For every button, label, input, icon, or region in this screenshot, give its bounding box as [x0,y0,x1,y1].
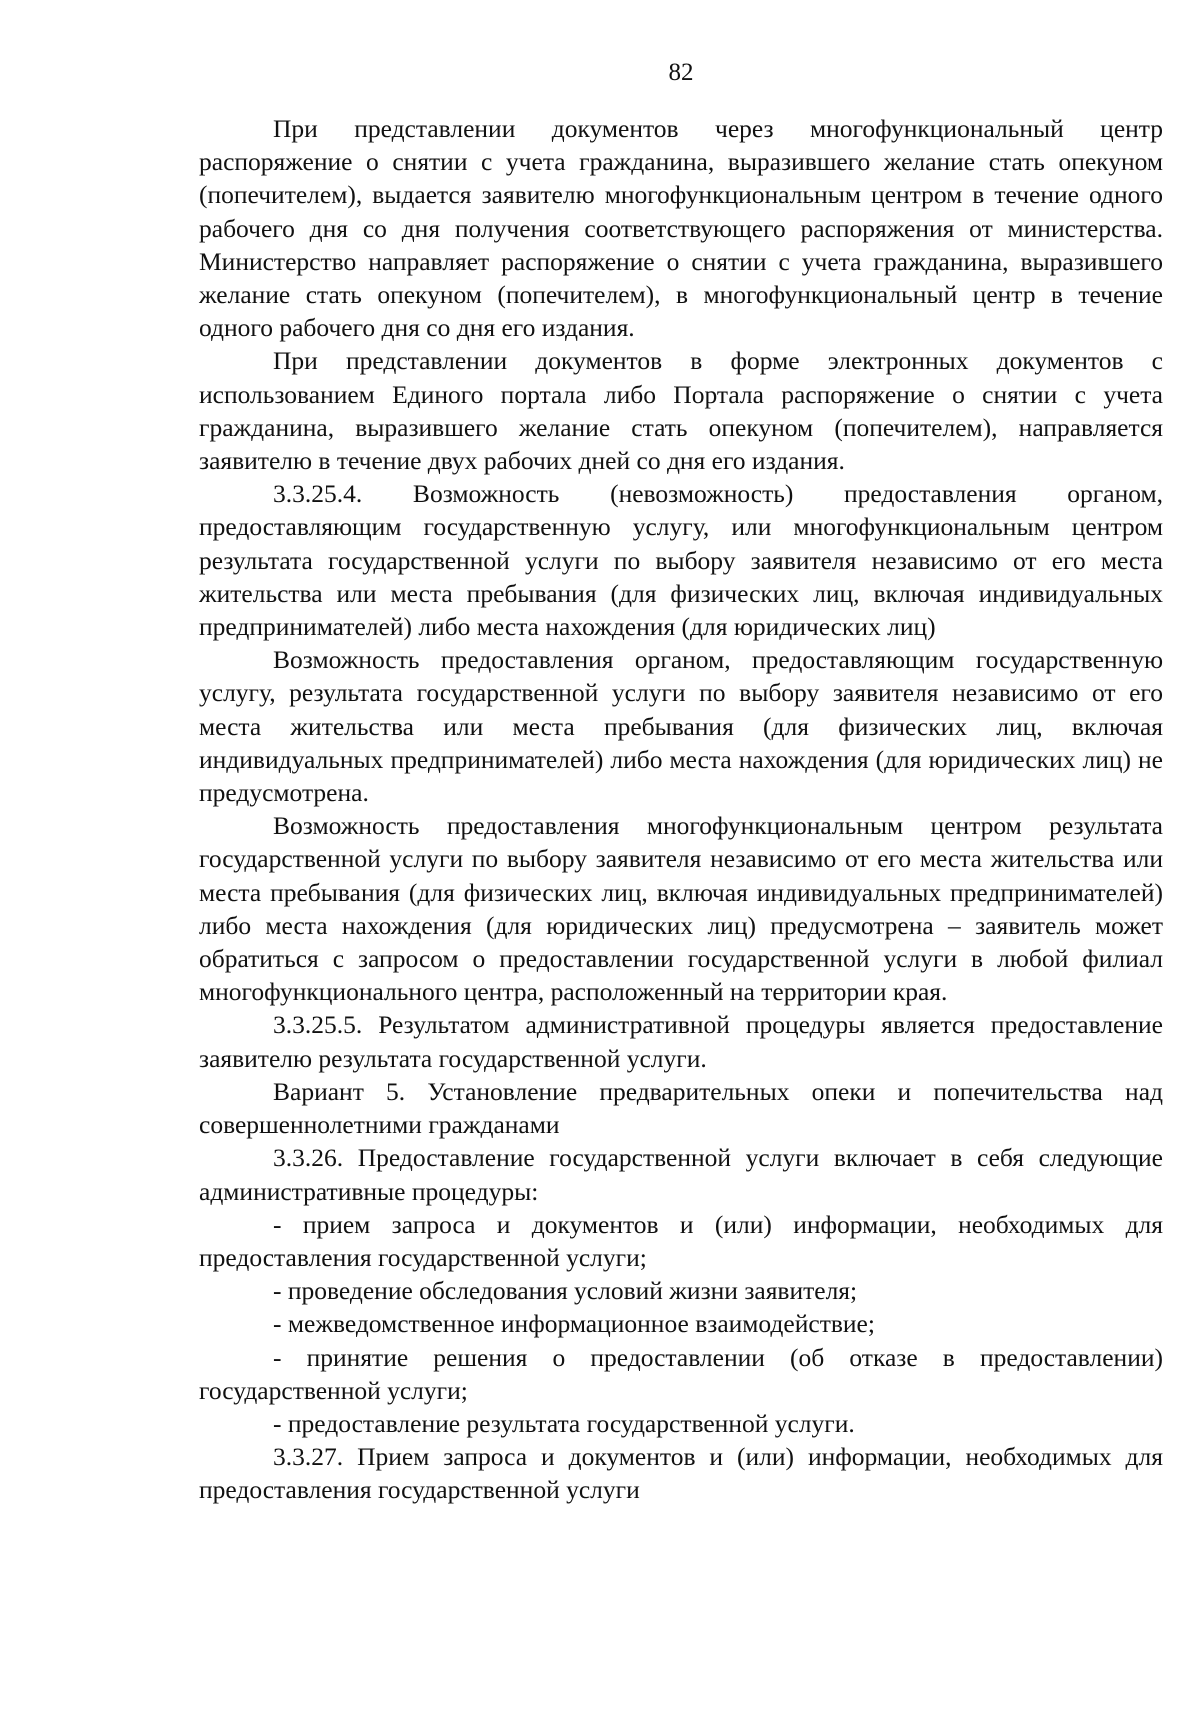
list-item: - предоставление результата государственной услуги. [273,1408,855,1438]
list-item: - проведение обследования условий жизни заявителя; [273,1276,858,1306]
paragraph: 3.3.27. Прием запроса и документов и (или) информации, необходимых для предоставления государственной услуги [199,1442,1163,1505]
list-item: - прием запроса и документов и (или) информации, необходимых для предоставления государственной услуги; [199,1209,1163,1272]
paragraph: Возможность предоставления многофункциональным центром результата государственной услуги по выбору заявителя независимо от его места жительства или места пребывания (для физических лиц, включая индивидуальных предпринимателей) либо места нахождения (для юридических лиц) предусмотрена – заявитель может обратиться с запросом о предоставлении государственной услуги в любой филиал многофункционального центра, расположенный на территории края. [199,811,1163,1007]
paragraph: Возможность предоставления органом, предоставляющим государственную услугу, результата государственной услуги по выбору заявителя независимо от его места жительства или места пребывания (для физических лиц, включая индивидуальных предпринимателей) либо места нахождения (для юридических лиц) не предусмотрена. [199,645,1163,808]
list-item: - принятие решения о предоставлении (об отказе в предоставлении) государственной услуги; [199,1342,1163,1405]
page-number: 82 [668,59,694,86]
paragraph: При представлении документов в форме электронных документов с использованием Единого портала либо Портала распоряжение о снятии с учета гражданина, выразившего желание стать опекуном (попечителем), направляется заявителю в течение двух рабочих дней со дня его издания. [199,346,1163,476]
list-item: - межведомственное информационное взаимодействие; [273,1309,875,1339]
document-body [199,112,1163,1507]
paragraph: При представлении документов через многофункциональный центр распоряжение о снятии с учета гражданина, выразившего желание стать опекуном (попечителем), выдается заявителю многофункциональным центром в течение одного рабочего дня со дня получения соответствующего распоряжения от министерства. Министерство направляет распоряжение о снятии с учета гражданина, выразившего желание стать опекуном (попечителем), в многофункциональный центр в течение одного рабочего дня со дня его издания. [199,114,1163,343]
paragraph: 3.3.25.4. Возможность (невозможность) предоставления органом, предоставляющим государственную услугу, или многофункциональным центром результата государственной услуги по выбору заявителя независимо от его места жительства или места пребывания (для физических лиц, включая индивидуальных предпринимателей) либо места нахождения (для юридических лиц) [199,479,1163,642]
paragraph: 3.3.25.5. Результатом административной процедуры является предоставление заявителю результата государственной услуги. [199,1010,1163,1073]
section-heading: Вариант 5. Установление предварительных опеки и попечительства над совершеннолетними гражданами [199,1076,1163,1140]
paragraph: 3.3.26. Предоставление государственной услуги включает в себя следующие административные процедуры: [199,1143,1163,1206]
